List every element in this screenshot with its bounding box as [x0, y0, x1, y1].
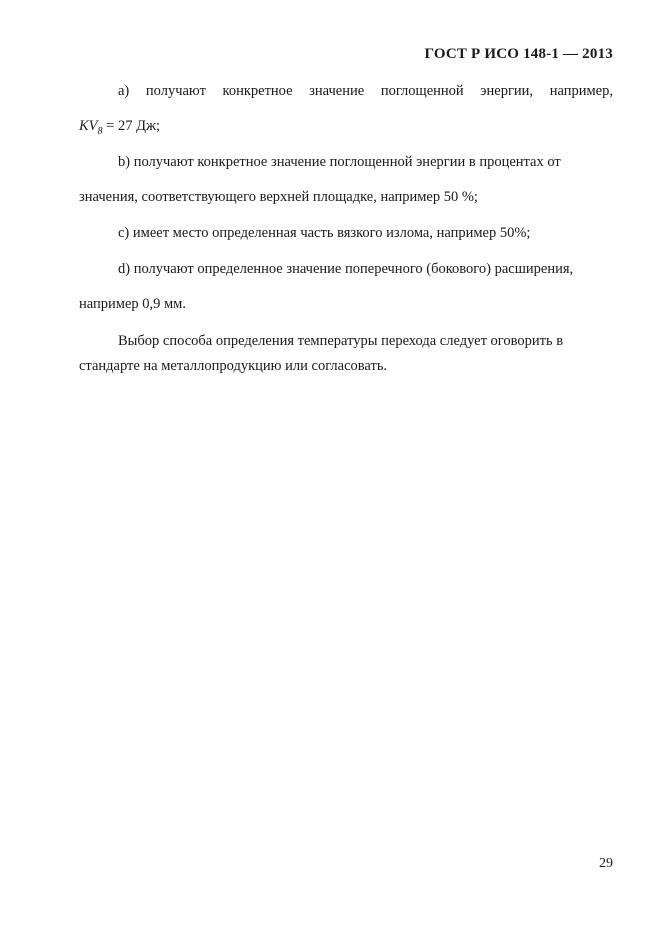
document-header: ГОСТ Р ИСО 148-1 — 2013: [424, 46, 613, 62]
item-a-word: поглощенной: [380, 83, 464, 99]
item-d-line2: например 0,9 мм.: [79, 296, 186, 312]
item-a-word: a): [118, 83, 130, 99]
item-d-line1: d) получают определенное значение поперечного (бокового) расширения,: [118, 261, 574, 277]
kv-value: = 27 Дж;: [102, 118, 161, 134]
kv-symbol: $KV_8$: [79, 118, 103, 137]
item-c-line1: c) имеет место определенная часть вязкого излома, например 50%;: [118, 225, 531, 241]
item-a-word: например,: [549, 83, 613, 99]
item-a-line1: [118, 82, 613, 100]
paragraph-line1: Выбор способа определения температуры перехода следует оговорить в: [118, 333, 564, 349]
item-a-word: значение: [309, 83, 365, 99]
item-a-word: энергии,: [480, 83, 534, 99]
item-b-line2: значения, соответствующего верхней площадке, например 50 %;: [79, 189, 478, 205]
page-number: 29: [599, 856, 613, 871]
paragraph-line2: стандарте на металлопродукцию или согласовать.: [79, 358, 388, 374]
item-b-line1: b) получают конкретное значение поглощенной энергии в процентах от: [118, 154, 561, 170]
item-a-word: конкретное: [222, 83, 293, 99]
item-a-line2: [79, 117, 160, 141]
item-a-word: получают: [145, 83, 206, 99]
kv-subscript: 8: [97, 125, 103, 137]
